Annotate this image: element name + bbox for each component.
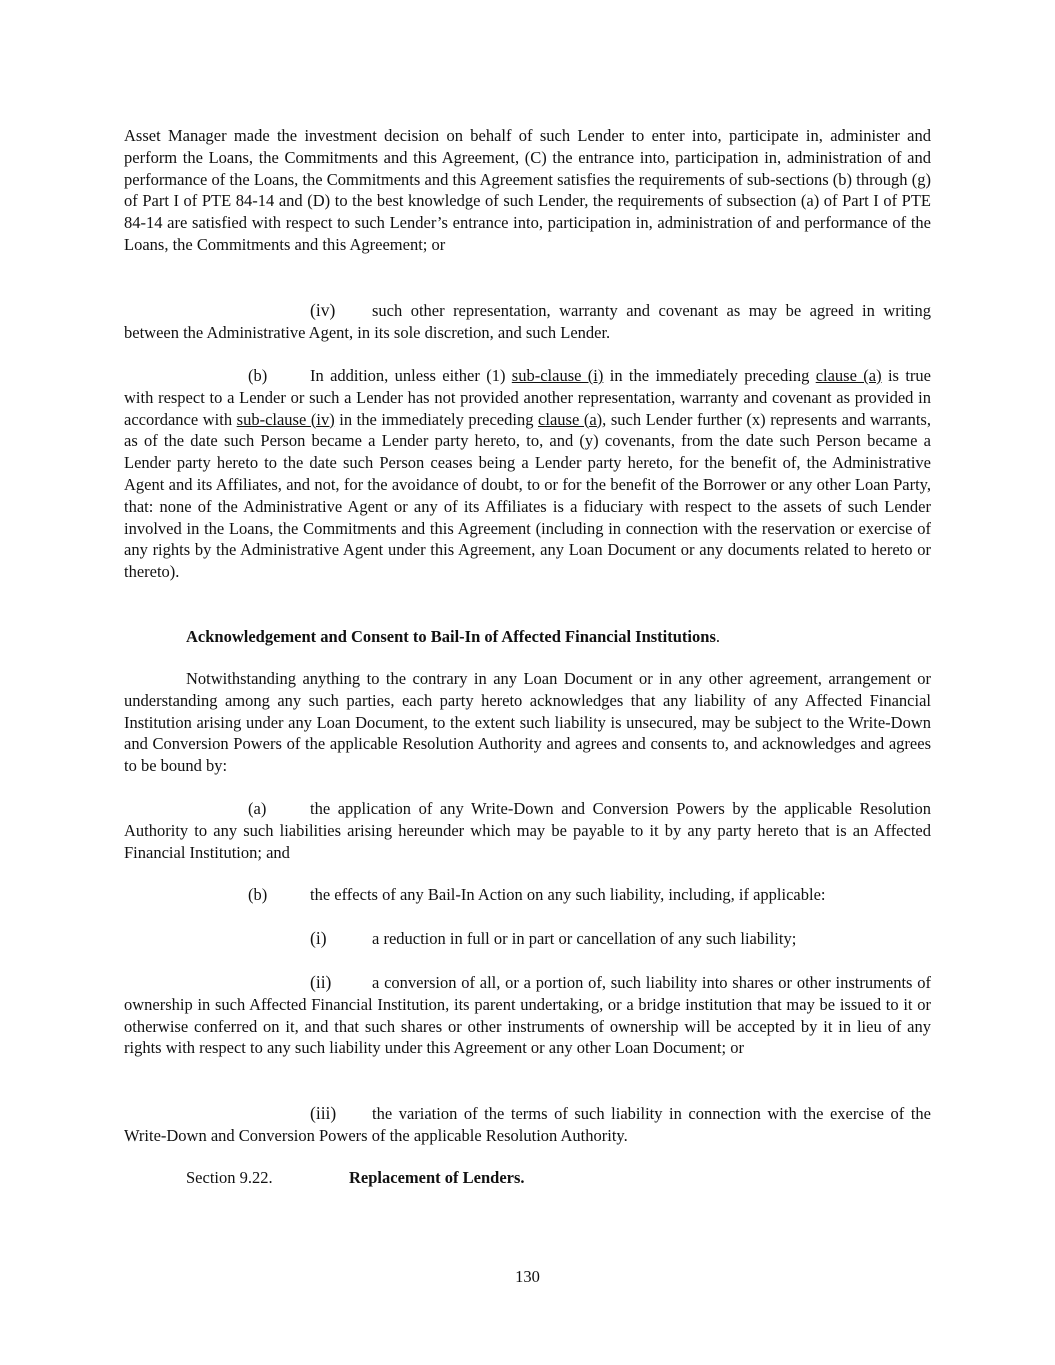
paragraph-text: Asset Manager made the investment decision on behalf of such Lender to enter into, participate in, administer and perform the Loans, the Commitments and this Agreement, (C) the entrance into, participation in, administration of and performance of the Loans, the Commitments and this Agreement satisfies the requirements of sub-sections (b) through (g) of Part I of PTE 84-14 and (D) to the best knowledge of such Lender, the requirements of subsection (a) of Part I of PTE 84-14 are satisfied with respect to such Lender’s entrance into, participation in, administration of and performance of the Loans, the Commitments and this Agreement; or (124, 126, 931, 254)
clause-b-label: (b) (248, 366, 268, 385)
ref-clause-a: clause (a) (815, 366, 882, 385)
clause-b-text-4: in the immediately preceding (334, 409, 539, 429)
item-iii (124, 1103, 931, 1147)
notwithstanding-text: Notwithstanding anything to the contrary in any Loan Document or in any other agreement, arrangement or understanding among any such parties, each party hereto acknowledges that any liability of any Affected Financial Institution arising under any Loan Document, to the extent such liability is unsecured, may be subject to the Write-Down and Conversion Powers of the applicable Resolution Authority and agrees and consents to, and acknowledges and agrees to be bound by: (124, 669, 931, 776)
item-ii-label: (ii) (310, 972, 332, 992)
item-ii-text: a conversion of all, or a portion of, such liability into shares or other instruments of ownership in such Affected Financial Institution, its parent undertaking, or a bridge institution that may be issued to it or otherwise conferred on it, and that such shares or other instruments of ownership will be accepted by it in lieu of any rights with respect to any such liability under this Agreement or any other Loan Document; or (124, 973, 931, 1058)
clause-iv-label: (iv) (310, 300, 336, 320)
clause-iv (124, 300, 931, 344)
paragraph-asset-manager (124, 125, 931, 256)
ref-clause-a-2: clause (a) (538, 409, 603, 429)
item-iii-text: the variation of the terms of such liability in connection with the exercise of the Write-Down and Conversion Powers of the applicable Resolution Authority. (124, 1104, 931, 1145)
item-a-text: the application of any Write-Down and Conversion Powers by the applicable Resolution Authority to any such liabilities arising hereunder which may be payable to it by any party hereto that is an Affected Financial Institution; and (124, 799, 931, 862)
item-i-label: (i) (310, 928, 327, 948)
ref-sub-clause-i: sub-clause (i) (511, 366, 604, 385)
ref-sub-clause-iv: sub-clause (iv) (236, 409, 335, 429)
item-b-label: (b) (248, 885, 268, 904)
item-b-text: the effects of any Bail-In Action on any such liability, including, if applicable: (310, 885, 826, 904)
item-a-label: (a) (248, 799, 267, 818)
page-number: 130 (515, 1267, 540, 1286)
clause-iv-text: such other representation, warranty and covenant as may be agreed in writing between the Administrative Agent, in its sole discretion, and such Lender. (124, 301, 931, 342)
section-9-22 (186, 1167, 525, 1189)
clause-b-text-1: In addition, unless either (1) (310, 366, 512, 385)
clause-b-text-3: is true with respect to a Lender or such a Lender has not provided another representation, warranty and covenant as provided in accordance with (124, 366, 931, 429)
item-iii-label: (iii) (310, 1103, 337, 1123)
item-i (310, 928, 796, 950)
section-title: Replacement of Lenders. (349, 1168, 525, 1187)
item-b (248, 884, 826, 906)
section-heading-bail-in (186, 626, 720, 648)
paragraph-notwithstanding (124, 668, 931, 777)
heading-title: Acknowledgement and Consent to Bail-In of Affected Financial Institutions (186, 627, 716, 646)
clause-b-text-2: in the immediately preceding (603, 366, 816, 385)
section-number: Section 9.22. (186, 1168, 273, 1187)
item-ii (124, 972, 931, 1059)
clause-b-paragraph (124, 365, 931, 583)
heading-period: . (715, 627, 720, 646)
item-i-text: a reduction in full or in part or cancellation of any such liability; (372, 929, 797, 948)
item-a (124, 798, 931, 863)
clause-b-text-5: , such Lender further (x) represents and warrants, as of the date such Person became a Lender party hereto, to, and (y) covenants, from the date such Person became a Lender party hereto to the date such Person ceases being a Lender party hereto, for the benefit of, the Administrative Agent and its Affiliates, and not, for the avoidance of doubt, to or for the benefit of the Borrower or any other Loan Party, that: none of the Administrative Agent or any of its Affiliates is a fiduciary with respect to the assets of such Lender involved in the Loans, the Commitments and this Agreement (including in connection with the reservation or exercise of any rights by the Administrative Agent under this Agreement, any Loan Document or any documents related to hereto or thereto). (124, 409, 931, 582)
